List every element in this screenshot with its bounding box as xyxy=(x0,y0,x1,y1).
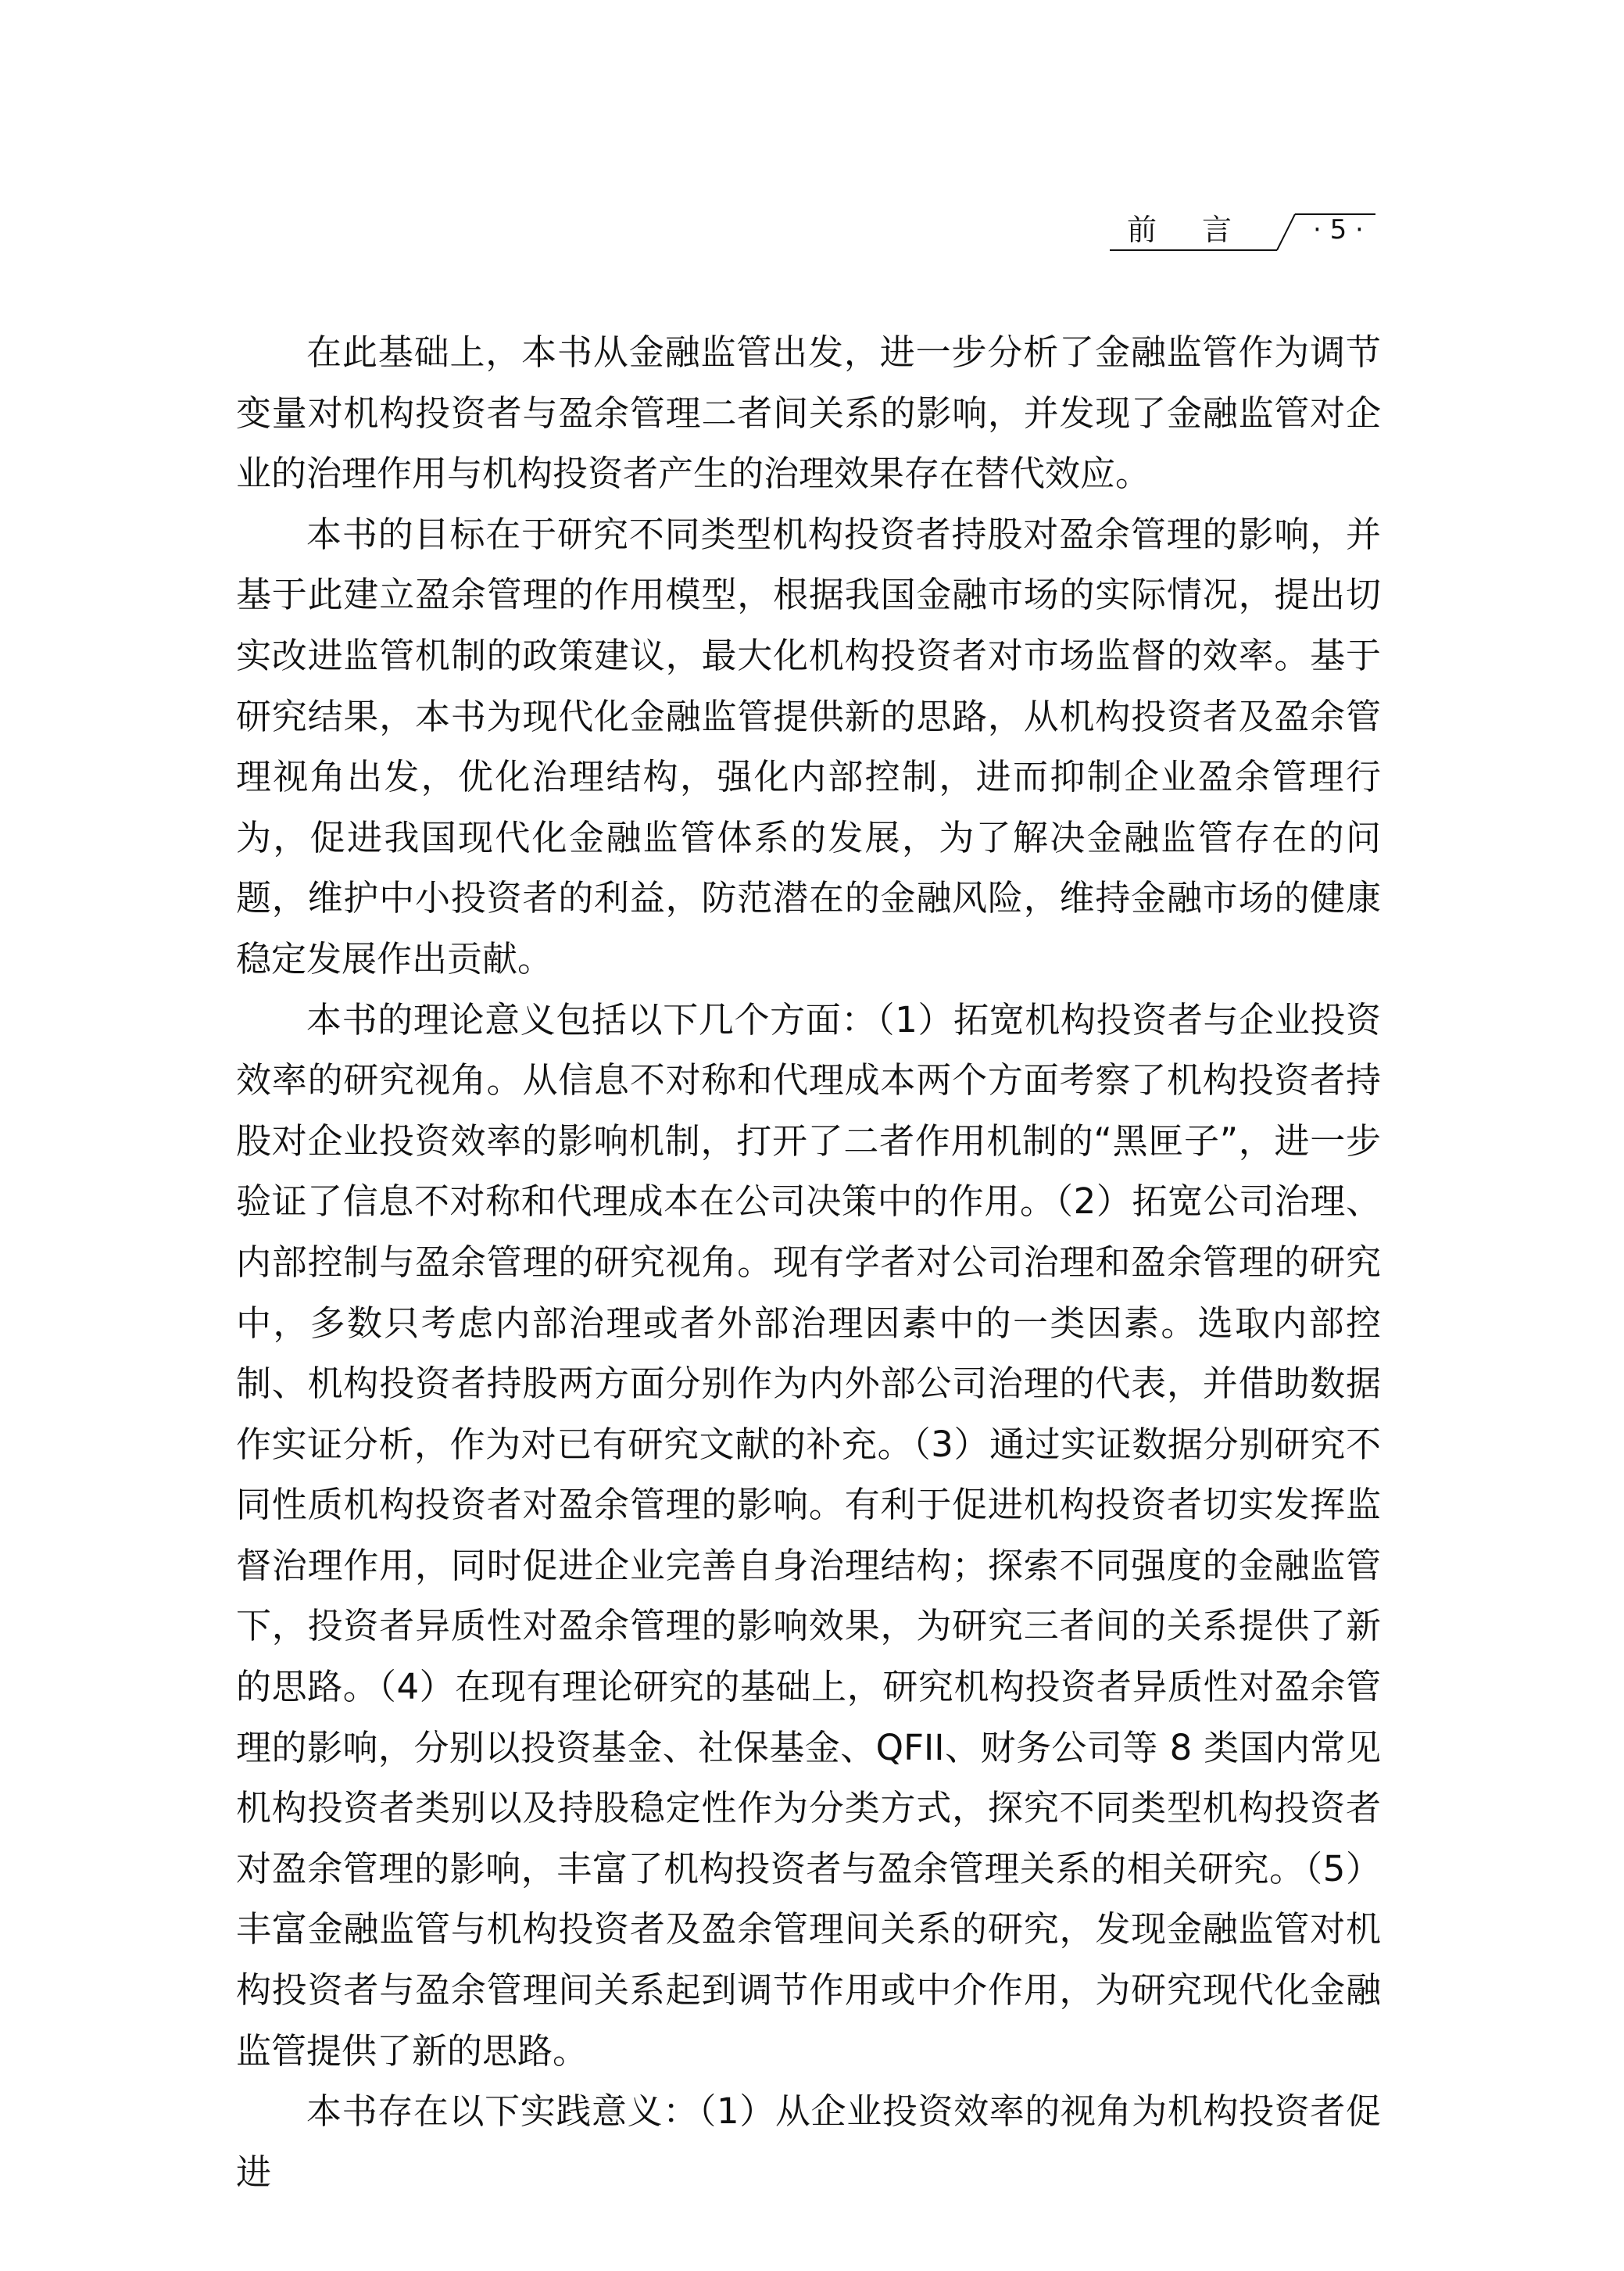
body-paragraph: 本书存在以下实践意义：（1）从企业投资效率的视角为机构投资者促进 xyxy=(236,2090,1381,2193)
header-section-title: 前言 xyxy=(1127,213,1278,247)
running-header xyxy=(1110,205,1375,260)
body-paragraph: 本书的目标在于研究不同类型机构投资者持股对盈余管理的影响，并基于此建立盈余管理的作用模型，根据我国金融市场的实际情况，提出切实改进监管机制的政策建议，最大化机构投资者对市场监督的效率。基于研究结果，本书为现代化金融监管提供新的思路，从机构投资者及盈余管理视角出发，优化治理结构，强化内部控制，进而抑制企业盈余管理行为，促进我国现代化金融监管体系的发展，为了解决金融监管存在的问题，维护中小投资者的利益，防范潜在的金融风险，维持金融市场的健康稳定发展作出贡献。 xyxy=(236,513,1381,980)
page-number: · 5 · xyxy=(1313,214,1364,245)
page-body xyxy=(236,322,1381,2202)
body-paragraph: 在此基础上，本书从金融监管出发，进一步分析了金融监管作为调节变量对机构投资者与盈余管理二者间关系的影响，并发现了金融监管对企业的治理作用与机构投资者产生的治理效果存在替代效应。 xyxy=(236,331,1381,495)
body-paragraph: 本书的理论意义包括以下几个方面：（1）拓宽机构投资者与企业投资效率的研究视角。从信息不对称和代理成本两个方面考察了机构投资者持股对企业投资效率的影响机制，打开了二者作用机制的“黑匣子”，进一步验证了信息不对称和代理成本在公司决策中的作用。（2）拓宽公司治理、内部控制与盈余管理的研究视角。现有学者对公司治理和盈余管理的研究中，多数只考虑内部治理或者外部治理因素中的一类因素。选取内部控制、机构投资者持股两方面分别作为内外部公司治理的代表，并借助数据作实证分析，作为对已有研究文献的补充。（3）通过实证数据分别研究不同性质机构投资者对盈余管理的影响。有利于促进机构投资者切实发挥监督治理作用，同时促进企业完善自身治理结构；探索不同强度的金融监管下，投资者异质性对盈余管理的影响效果，为研究三者间的关系提供了新的思路。（4）在现有理论研究的基础上，研究机构投资者异质性对盈余管理的影响，分别以投资基金、社保基金、QFII、财务公司等 8 类国内常见机构投资者类别以及持股稳定性作为分类方式，探究不同类型机构投资者对盈余管理的影响，丰富了机构投资者与盈余管理关系的相关研究。（5）丰富金融监管与机构投资者及盈余管理间关系的研究，发现金融监管对机构投资者与盈余管理间关系起到调节作用或中介作用，为研究现代化金融监管提供了新的思路。 xyxy=(236,998,1381,2072)
